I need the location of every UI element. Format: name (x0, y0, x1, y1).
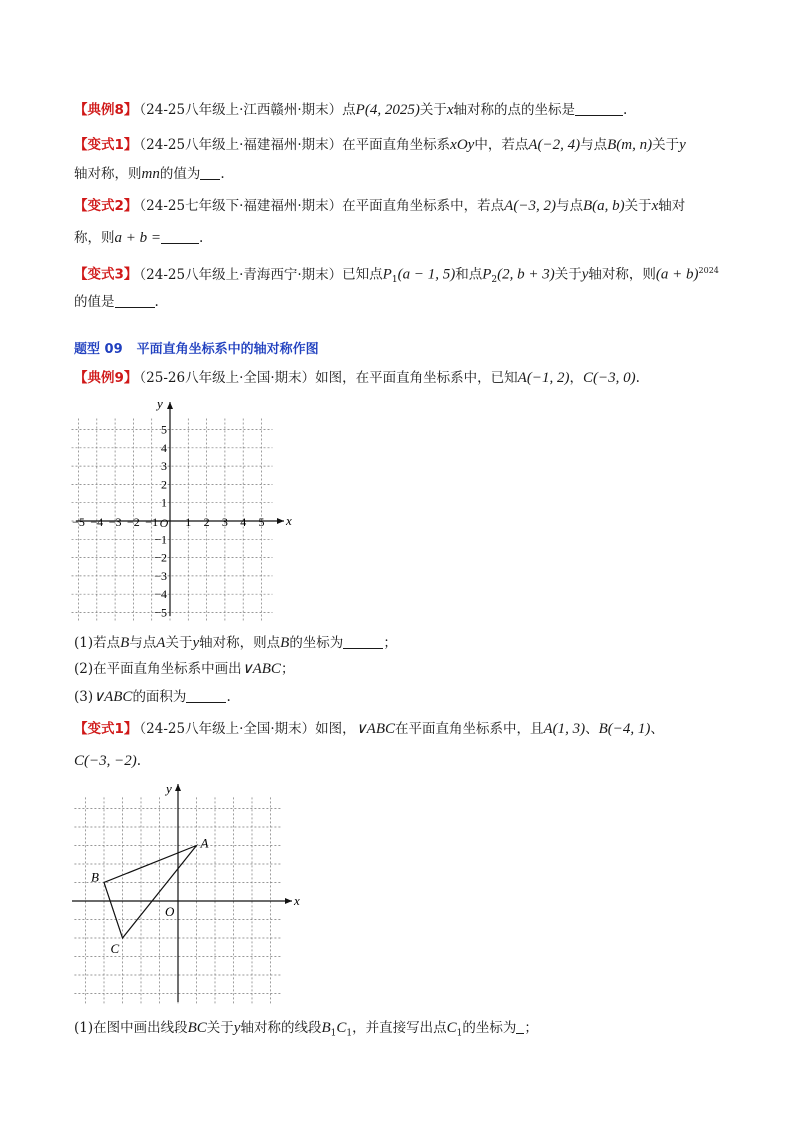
text: 如图， (315, 721, 356, 737)
exponent: 2024 (698, 266, 719, 275)
math-point: B(m, n) (607, 137, 653, 153)
math-expr: ∨ABC (93, 689, 133, 705)
answer-blank[interactable] (575, 101, 623, 116)
text: . (199, 230, 204, 246)
text: (2)在平面直角坐标系中画出 (74, 661, 242, 677)
variant-tag: 【变式2】 (74, 198, 138, 214)
y-tick-label: 1 (161, 495, 167, 510)
math-var: C (446, 1020, 457, 1036)
math-point: C(−3, 0) (582, 370, 636, 386)
math-point: (2, b + 3) (497, 266, 555, 283)
text: (1)在图中画出线段 (74, 1020, 188, 1036)
text: 关于 (554, 266, 582, 283)
x-tick-label: 4 (240, 515, 247, 529)
y-tick-label: 3 (161, 459, 167, 474)
source-note: （24-25八年级上·青海西宁·期末） (139, 266, 343, 283)
text: 的面积为 (132, 689, 187, 705)
answer-blank[interactable] (115, 293, 155, 308)
math-expr: ∨ABC (241, 661, 281, 677)
x-tick-label: −2 (127, 515, 140, 529)
math-var: y (581, 266, 589, 283)
text: . (136, 753, 142, 769)
math-point: A(1, 3) (543, 721, 586, 737)
text: . (623, 102, 628, 118)
text: 、 (650, 721, 664, 737)
text: (3) (74, 689, 94, 705)
math-var: B (321, 1020, 331, 1036)
math-var: y (679, 137, 686, 153)
text: . (154, 294, 159, 310)
answer-blank[interactable] (186, 688, 226, 703)
example-9-q3 (74, 686, 231, 708)
coordinate-grid-1 (70, 396, 300, 621)
text: 关于 (652, 137, 680, 153)
coordinate-grid-2 (70, 780, 305, 1005)
text: . (220, 166, 225, 182)
y-tick-label: −2 (154, 550, 167, 565)
text: 的值为 (159, 166, 201, 182)
subscript: 1 (456, 1028, 463, 1039)
variant-tag: 【变式3】 (74, 266, 138, 283)
source-note: （24-25七年级下·福建福州·期末） (139, 198, 343, 214)
example-9 (74, 367, 640, 389)
text: . (226, 689, 231, 705)
text: 关于 (419, 102, 447, 118)
text: 关于 (165, 635, 193, 651)
math-point: P(4, 2025) (355, 102, 420, 118)
text: ， (569, 370, 583, 386)
subscript: 1 (391, 275, 398, 286)
math-var: A (156, 635, 166, 651)
subscript: 1 (346, 1028, 353, 1039)
subscript: 2 (491, 275, 498, 286)
text: 称，则 (74, 230, 115, 246)
text: 轴对称，则 (588, 266, 656, 283)
text: ，并直接写出点 (352, 1020, 447, 1036)
origin-label: O (165, 904, 175, 919)
x-tick-label: 3 (221, 515, 228, 529)
text: 轴对称的线段 (240, 1020, 322, 1036)
y-tick-label: −5 (154, 605, 167, 620)
math-point: A(−3, 2) (504, 198, 556, 214)
y-tick-label: 2 (161, 477, 167, 492)
math-var: y (233, 1020, 241, 1036)
x-axis-arrow (285, 898, 292, 904)
variant-1-line2 (74, 163, 225, 185)
text: 在平面直角坐标系中，且 (394, 721, 544, 737)
text: 已知点 (342, 266, 383, 283)
math-var: y (192, 635, 200, 651)
math-var: B (120, 635, 130, 651)
x-tick-label: −5 (72, 515, 85, 529)
text: ； (383, 635, 397, 651)
text: 的坐标为 (462, 1020, 517, 1036)
example-tag: 【典例8】 (74, 102, 138, 118)
text: 轴对称的点的坐标是 (453, 102, 575, 118)
y-tick-label: 5 (161, 422, 167, 437)
example-tag: 【典例9】 (74, 370, 138, 386)
text: 轴对称，则点 (199, 635, 281, 651)
source-note: （24-25八年级上·全国·期末） (139, 721, 316, 737)
x-tick-label: 2 (203, 515, 210, 529)
variant-tag: 【变式1】 (74, 137, 138, 153)
y-tick-label: −4 (154, 587, 167, 602)
text: 轴对 (658, 198, 686, 214)
math-var: mn (141, 166, 160, 182)
math-expr: a + b = (114, 230, 161, 246)
math-var: xOy (450, 137, 475, 153)
variant-2-line2 (74, 227, 203, 249)
section-title: 平面直角坐标系中的轴对称作图 (136, 342, 319, 357)
y-axis-arrow (175, 784, 181, 791)
text: 与点 (555, 198, 583, 214)
answer-blank[interactable] (200, 165, 220, 180)
source-note: （24-25八年级上·福建福州·期末） (139, 137, 343, 153)
example-9-q2 (74, 658, 294, 680)
text: 点 (342, 102, 356, 118)
math-var: B (280, 635, 290, 651)
text: . (635, 370, 640, 386)
math-var: x (651, 198, 659, 214)
example-9-q1 (74, 632, 397, 654)
y-axis-label: y (166, 781, 172, 796)
x-axis-arrow (277, 518, 284, 524)
text: 的坐标为 (289, 635, 344, 651)
math-var: BC (187, 1020, 207, 1036)
x-tick-label: −1 (145, 515, 159, 529)
origin-label: O (159, 516, 169, 530)
math-var: x (446, 102, 454, 118)
variant-3 (74, 260, 719, 291)
text: 轴对称，则 (74, 166, 142, 182)
text: 和点 (455, 266, 483, 283)
y-tick-label: −3 (154, 568, 167, 583)
math-point: B(−4, 1) (598, 721, 651, 737)
y-tick-label: 4 (161, 440, 167, 455)
text: 如图，在平面直角坐标系中，已知 (315, 370, 518, 386)
example-8 (74, 99, 627, 121)
subscript: 1 (330, 1028, 337, 1039)
math-var: C (336, 1020, 347, 1036)
variant-1b-q1 (74, 1017, 538, 1045)
y-axis-arrow (167, 402, 173, 409)
math-point: A(−2, 4) (528, 137, 581, 153)
answer-blank[interactable] (161, 229, 199, 244)
source-note: （25-26八年级上·全国·期末） (139, 370, 316, 386)
section-heading (74, 338, 319, 357)
vertex-label-c: C (110, 941, 120, 956)
math-expr: ∨ABC (355, 721, 395, 737)
text: ； (524, 1020, 538, 1036)
x-axis-label: x (286, 513, 292, 528)
text: 关于 (206, 1020, 234, 1036)
y-axis-label: y (157, 396, 163, 411)
text: 在平面直角坐标系 (342, 137, 451, 153)
y-tick-label: −1 (154, 532, 167, 547)
variant-1b (74, 718, 664, 740)
text: 的值是 (74, 294, 115, 310)
text: 、 (585, 721, 599, 737)
text: 在平面直角坐标系中，若点 (342, 198, 505, 214)
x-tick-label: 5 (258, 515, 265, 529)
variant-2 (74, 195, 685, 217)
math-var: P (382, 266, 392, 283)
math-point: C(−3, −2) (74, 753, 137, 769)
triangle-abc (104, 846, 197, 939)
x-axis-label: x (294, 893, 300, 908)
text: 与点 (580, 137, 608, 153)
text: 与点 (129, 635, 157, 651)
variant-tag: 【变式1】 (74, 721, 138, 737)
vertex-label-a: A (200, 835, 209, 851)
math-point: A(−1, 2) (517, 370, 570, 386)
variant-3-line2 (74, 291, 159, 313)
text: (1)若点 (74, 635, 121, 651)
x-tick-label: −3 (108, 515, 122, 529)
text: 关于 (624, 198, 652, 214)
math-point: B(a, b) (582, 198, 625, 214)
math-point: (a − 1, 5) (397, 266, 456, 283)
section-number: 题型 09 (74, 342, 123, 357)
x-tick-label: 1 (185, 515, 192, 529)
text: 中，若点 (474, 137, 529, 153)
x-tick-label: −4 (90, 515, 104, 529)
variant-1 (74, 134, 686, 156)
math-var: P (482, 266, 492, 283)
source-note: （24-25八年级上·江西赣州·期末） (139, 102, 343, 118)
math-expr: (a + b) (655, 266, 699, 283)
text: ； (280, 661, 295, 677)
answer-blank[interactable] (343, 634, 383, 649)
variant-1b-line2 (74, 750, 141, 772)
vertex-label-b: B (91, 869, 99, 885)
